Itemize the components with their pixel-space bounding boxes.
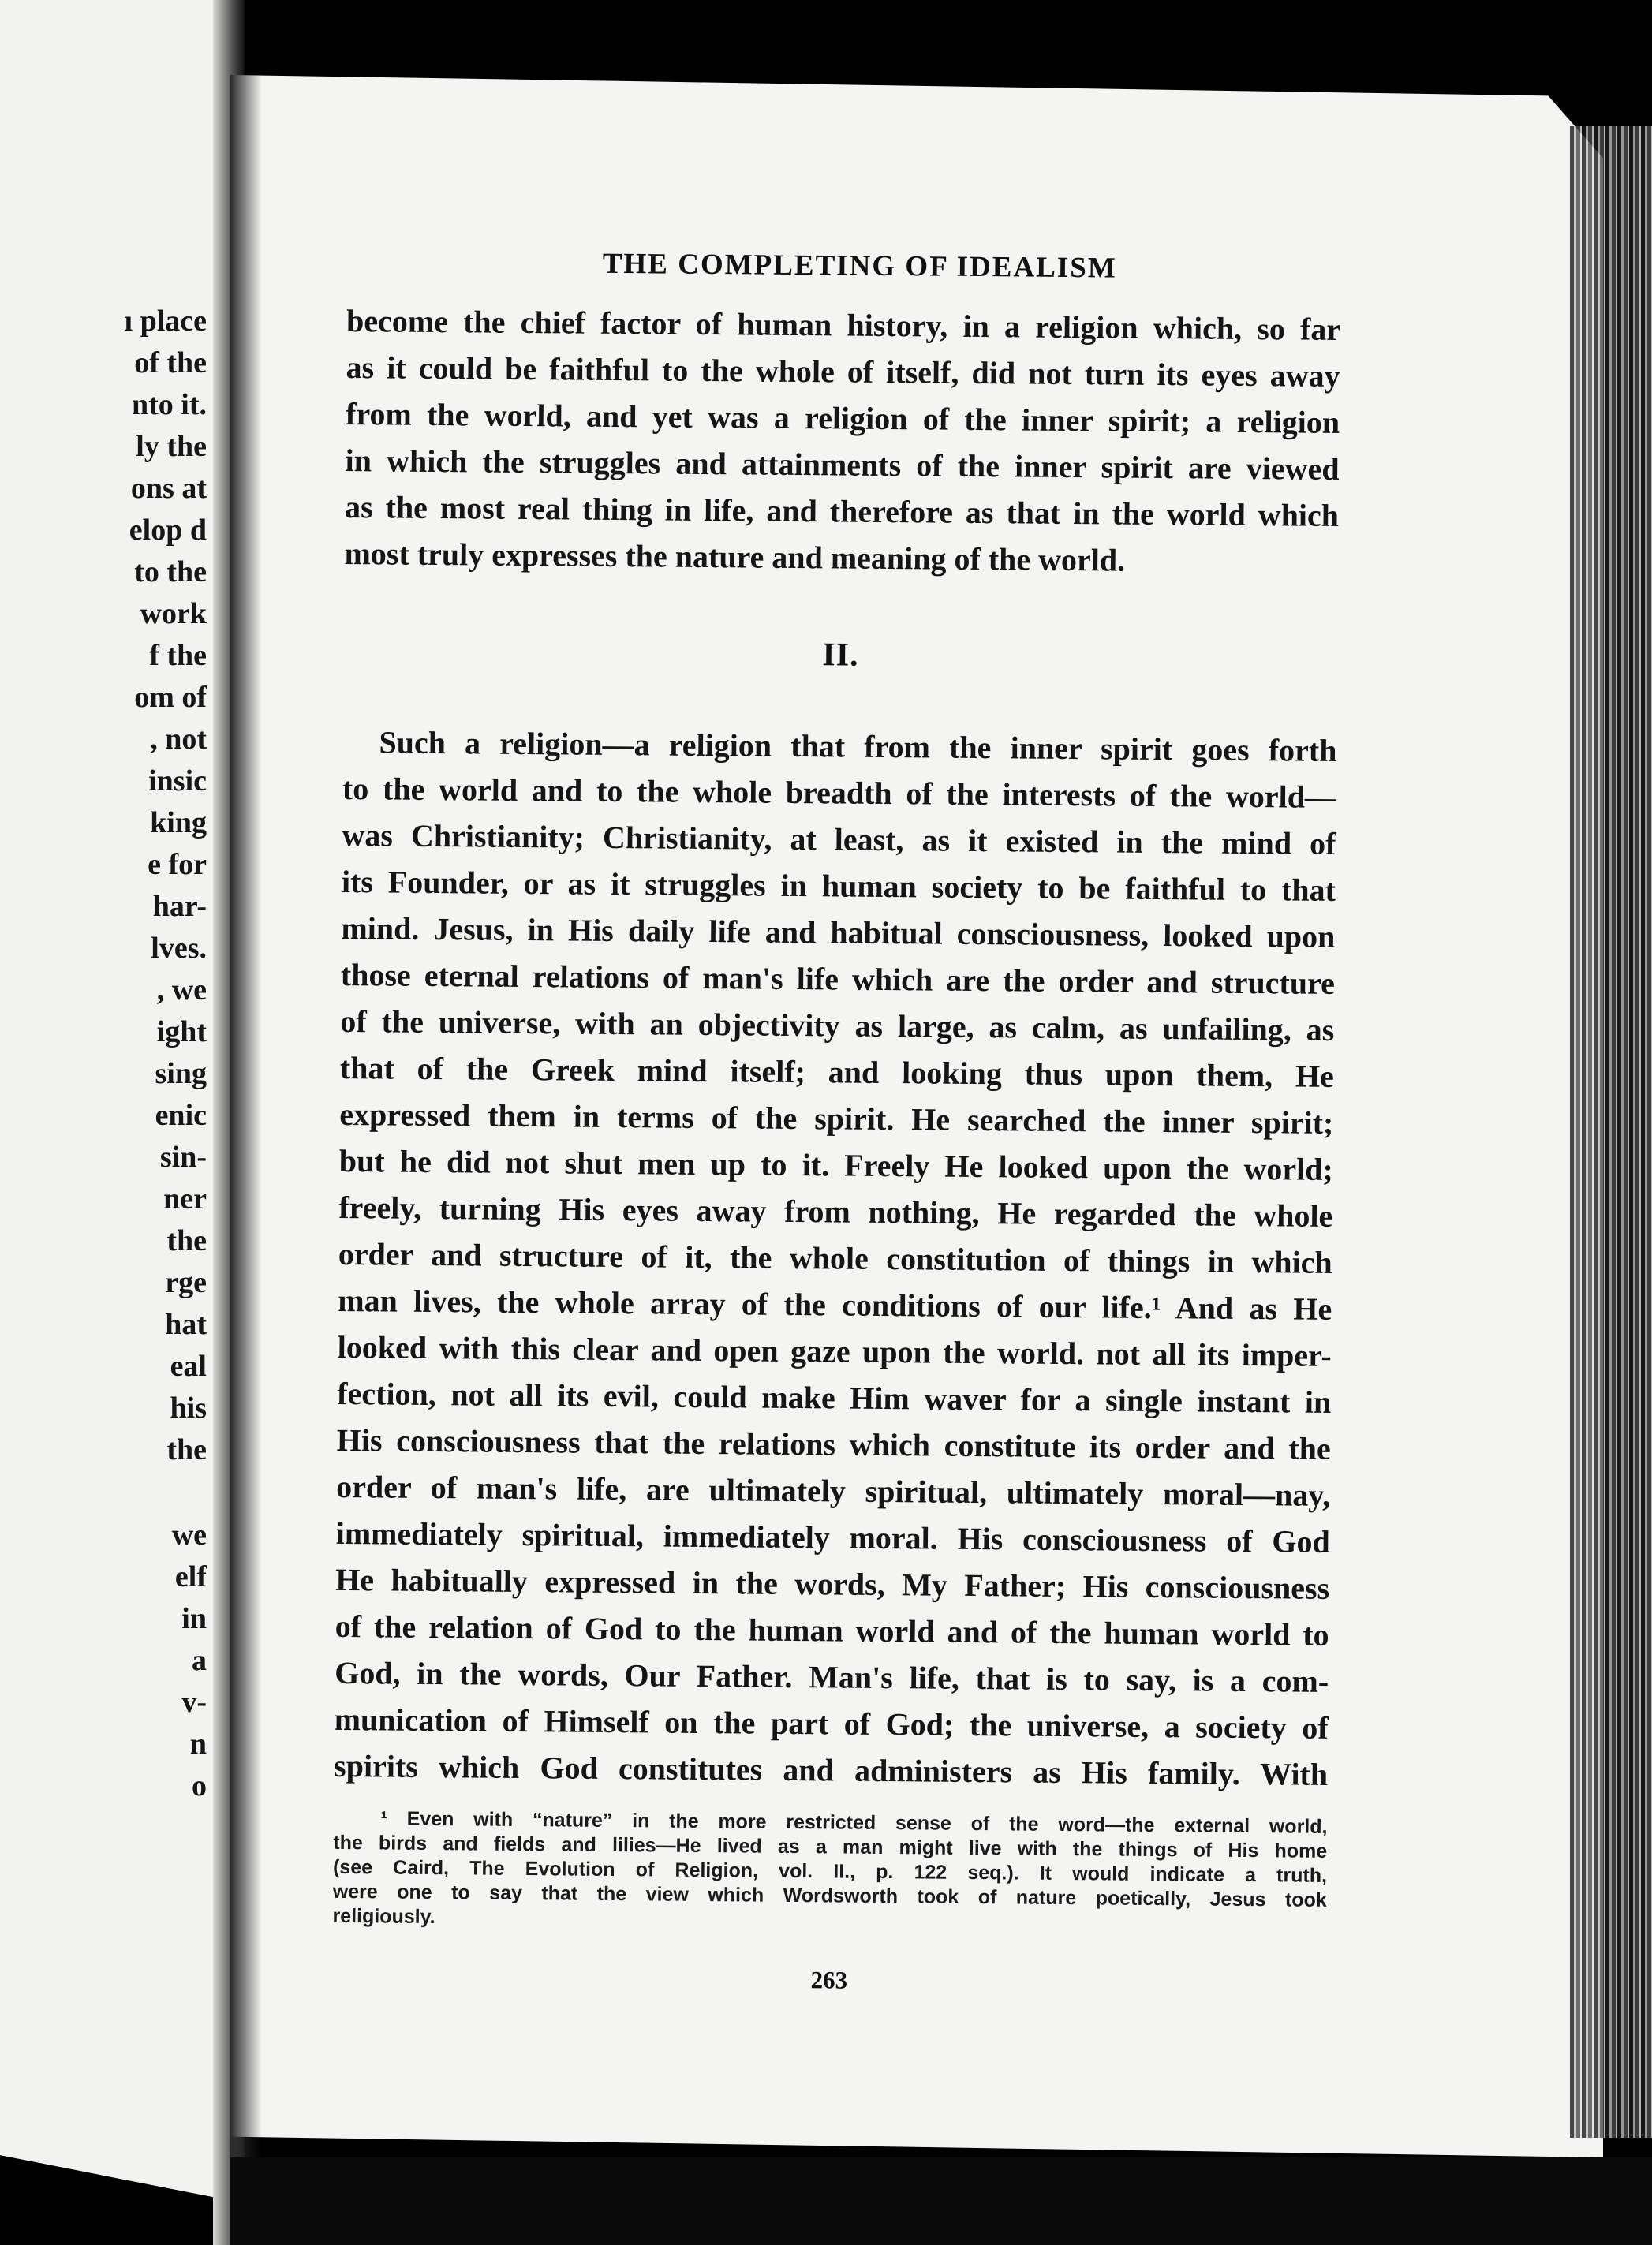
left-page-fragment: elop d	[129, 514, 207, 547]
text-line: spirits which God constitutes and administers as His family. With	[333, 1747, 1329, 1792]
left-page-fragment: , not	[150, 723, 207, 756]
text-line: God, in the words, Our Father. Man's life, that is to say, is a com-	[335, 1654, 1329, 1699]
scan-background	[230, 2157, 1652, 2245]
text-line: as the most real thing in life, and therefore as that in the world which	[344, 488, 1340, 533]
left-page-fragment: om of	[134, 681, 207, 714]
left-page-fragment: sing	[155, 1057, 207, 1090]
gutter-shadow	[230, 75, 262, 2157]
left-page-fragment: ner	[163, 1182, 207, 1216]
left-page-fragment: rge	[165, 1266, 207, 1299]
text-line: its Founder, or as it struggles in human society to be faithful to that	[341, 863, 1336, 908]
paragraph-2	[334, 719, 1337, 1798]
footnote-line: were one to say that the view which Wordsworth took of nature poetically, Jesus took	[332, 1880, 1327, 1911]
text-line: freely, turning His eyes away from nothing, He regarded the whole	[338, 1189, 1333, 1234]
left-page-fragment: the	[166, 1224, 207, 1257]
text-line: fection, not all its evil, could make Him waver for a single instant in	[337, 1375, 1332, 1420]
running-head: THE COMPLETING OF IDEALISM	[602, 247, 1117, 285]
left-page-fragment: ly the	[136, 430, 207, 463]
left-page-fragment: n	[189, 1728, 207, 1761]
text-line: order of man's life, are ultimately spiritual, ultimately moral—nay,	[336, 1468, 1331, 1513]
text-line: in which the struggles and attainments of the inner spirit are viewed	[345, 442, 1340, 487]
footnote-line: ¹ Even with “nature” in the more restricted sense of the word—the external world,	[380, 1807, 1328, 1838]
left-page-fragment: eal	[170, 1350, 207, 1383]
left-page-fragment: har-	[152, 890, 207, 923]
text-line: His consciousness that the relations which constitute its order and the	[336, 1421, 1331, 1466]
text-line: become the chief factor of human history, in a religion which, so far	[346, 302, 1341, 347]
text-line: expressed them in terms of the spirit. He searched the inner spirit;	[339, 1096, 1334, 1141]
text-line: as it could be faithful to the whole of itself, did not turn its eyes away	[346, 349, 1340, 394]
left-page-fragment: v-	[181, 1686, 207, 1719]
page-number: 263	[810, 1966, 848, 1994]
left-page-fragment: elf	[174, 1560, 207, 1593]
text-line: those eternal relations of man's life which are the order and structure	[340, 956, 1336, 1001]
left-page-fragment: insic	[148, 764, 207, 798]
text-line: of the universe, with an objectivity as large, as calm, as unfailing, as	[340, 1003, 1335, 1048]
left-page-fragment: ight	[156, 1015, 207, 1048]
text-line: order and structure of it, the whole constitution of things in which	[338, 1235, 1332, 1280]
left-page-fragment: in	[181, 1602, 207, 1635]
text-line: of the relation of God to the human world and of the human world to	[335, 1608, 1329, 1653]
left-page-fragment: ons at	[130, 472, 207, 505]
paragraph-1	[344, 297, 1340, 585]
text-line: most truly expresses the nature and meaning of the world.	[344, 535, 1126, 578]
left-page-fragment: of the	[134, 346, 207, 379]
text-line: man lives, the whole array of the conditions of our life.¹ And as He	[338, 1282, 1332, 1327]
text-line: He habitually expressed in the words, My Father; His consciousness	[335, 1561, 1330, 1606]
left-page-fragment: e for	[148, 848, 207, 881]
text-line: looked with this clear and open gaze upon the world. not all its imper-	[337, 1328, 1332, 1373]
left-page-fragment: , we	[156, 973, 207, 1007]
text-line: that of the Greek mind itself; and looking thus upon them, He	[339, 1049, 1335, 1094]
text-line: Such a religion—a religion that from the inner spirit goes forth	[379, 724, 1337, 768]
left-page-fragment: f the	[149, 639, 207, 672]
text-line: immediately spiritual, immediately moral. His consciousness of God	[335, 1515, 1330, 1560]
left-page-fragment: his	[170, 1391, 207, 1425]
section-number: II.	[822, 637, 859, 674]
footnote-line: the birds and fields and lilies—He lived as a man might live with the things of His home	[333, 1831, 1328, 1862]
left-page-fragment: ı place	[124, 304, 207, 338]
footnote-line: (see Caird, The Evolution of Religion, vol. II., p. 122 seq.). It would indicate a truth,	[332, 1855, 1328, 1887]
left-page-fragment: work	[140, 597, 207, 630]
left-page-fragment: nto it.	[132, 388, 207, 421]
left-page-fragment: hat	[165, 1308, 207, 1341]
left-page-fragment: o	[192, 1769, 207, 1802]
page-edges	[1570, 126, 1652, 2138]
text-line: from the world, and yet was a religion of the inner spirit; a religion	[345, 395, 1340, 440]
text-line: munication of Himself on the part of God; the universe, a society of	[334, 1701, 1329, 1746]
left-page-fragment: enic	[155, 1099, 207, 1132]
text-line: to the world and to the whole breadth of the interests of the world—	[342, 770, 1337, 815]
footnote-line: religiously.	[332, 1904, 435, 1929]
left-page-fragment: lves.	[151, 932, 207, 965]
text-line: mind. Jesus, in His daily life and habitual consciousness, looked upon	[341, 910, 1336, 954]
text-line: was Christianity; Christianity, at least, as it existed in the mind of	[342, 816, 1336, 861]
left-page-fragment: king	[150, 806, 207, 839]
left-page-fragment: sin-	[159, 1141, 207, 1174]
left-page-fragment: to the	[134, 555, 207, 588]
page-content	[332, 245, 1341, 1999]
left-page-fragment: the	[166, 1433, 207, 1466]
footnote	[332, 1806, 1327, 1937]
left-page-fragment: we	[171, 1518, 207, 1552]
left-page-fragment: a	[192, 1644, 207, 1677]
text-line: but he did not shut men up to it. Freely He looked upon the world;	[338, 1142, 1334, 1187]
